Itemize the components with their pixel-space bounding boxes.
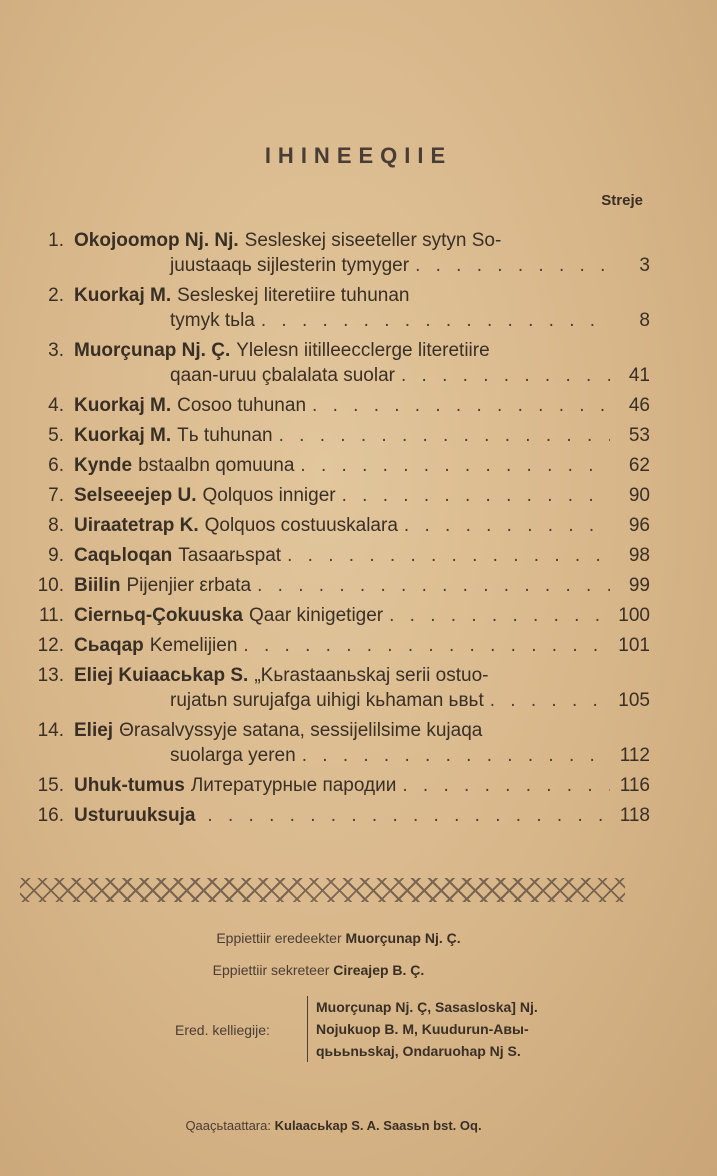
toc-entry-title: Kemelijien <box>149 635 238 656</box>
dot-leader <box>389 603 610 628</box>
toc-entry <box>30 663 650 713</box>
toc-entry-number: 16. <box>37 805 64 826</box>
table-of-contents <box>30 228 650 833</box>
toc-entry-number: 12. <box>37 635 64 656</box>
toc-entry-title: tymyk tьla <box>170 310 255 331</box>
toc-entry-author: Usturuuksuja <box>74 805 196 826</box>
toc-entry-number: 4. <box>48 395 64 416</box>
toc-entry-title: Tasaarьspat <box>178 545 282 566</box>
dot-leader <box>342 483 610 508</box>
toc-entry-title: Qaar kinigetiger <box>249 605 384 626</box>
editor-label: Eppiettiir eredeekter <box>216 930 342 946</box>
toc-entry-title: Qolquos costuuskalara <box>204 515 398 536</box>
toc-entry-author: Ciernьq-Çokuuska <box>74 605 243 626</box>
toc-entry-page: 62 <box>628 455 650 476</box>
toc-entry-author: Kuorkaj M. <box>74 395 172 416</box>
ornamental-divider <box>20 878 625 902</box>
toc-entry <box>30 603 650 628</box>
toc-entry-author: Kynde <box>74 455 133 476</box>
toc-entry-author: Okojoomop Nj. Nj. <box>74 230 239 251</box>
toc-entry <box>30 803 650 828</box>
toc-entry <box>30 633 650 658</box>
toc-entry <box>30 543 650 568</box>
printer-credit <box>0 1118 717 1133</box>
toc-entry-author: Uiraatetrap K. <box>74 515 199 536</box>
toc-entry-title: suolarga yeren <box>170 745 296 766</box>
printer-name: Kulaacьkap S. A. Saasьn bst. Oq. <box>274 1118 482 1133</box>
toc-entry-page: 116 <box>619 775 650 796</box>
toc-entry-title: bstaalbn qomuuna <box>138 455 295 476</box>
toc-entry-number: 2. <box>48 285 64 306</box>
toc-entry-author: Biilin <box>74 575 121 596</box>
toc-entry <box>30 483 650 508</box>
toc-entry-number: 15. <box>37 775 64 796</box>
toc-entry-page: 118 <box>619 805 650 826</box>
toc-entry-title: Tь tuhunan <box>177 425 273 446</box>
toc-entry <box>30 513 650 538</box>
toc-entry-author: Kuorkaj M. <box>74 285 172 306</box>
toc-entry-title: Sesleskej siseeteller sytyn So- <box>244 230 502 251</box>
toc-entry-author: Selseeejep U. <box>74 485 197 506</box>
toc-entry-page: 112 <box>619 745 650 766</box>
toc-entry-number: 9. <box>48 545 64 566</box>
dot-leader <box>415 253 610 278</box>
toc-entry-title: juustaaqь sijlesterin tymyger <box>170 255 410 276</box>
toc-entry-page: 8 <box>639 310 650 331</box>
toc-entry-number: 14. <box>37 720 64 741</box>
dot-leader <box>402 773 610 798</box>
dot-leader <box>404 513 610 538</box>
secretary-credit <box>0 962 717 978</box>
toc-entry-page: 100 <box>618 605 650 626</box>
toc-entry-title: Θrasalvyssyje satana, sessijelilsime kujaqa <box>119 720 483 741</box>
toc-entry <box>30 283 650 333</box>
toc-entry-number: 1. <box>48 230 64 251</box>
toc-entry-title: Cosoo tuhunan <box>177 395 307 416</box>
dot-leader <box>207 803 610 828</box>
toc-entry-page: 99 <box>628 575 650 596</box>
toc-entry-number: 13. <box>37 665 64 686</box>
dot-leader <box>300 453 610 478</box>
toc-entry-number: 6. <box>48 455 64 476</box>
toc-entry-title: Sesleskej literetiire tuhunan <box>177 285 410 306</box>
toc-entry-author: Eliej <box>74 720 114 741</box>
toc-entry <box>30 338 650 388</box>
board-member-line: Muorçunap Nj. Ç, Sasasloska] Nj. <box>316 999 538 1015</box>
board-member-line: qьььnьskaj, Ondaruohap Nj S. <box>316 1043 521 1059</box>
toc-entry-page: 46 <box>628 395 650 416</box>
toc-entry-author: Uhuk-tumus <box>74 775 185 796</box>
toc-entry-number: 5. <box>48 425 64 446</box>
toc-entry-author: Caqьloqan <box>74 545 173 566</box>
toc-entry-author: Cьaqap <box>74 635 144 656</box>
toc-entry-author: Kuorkaj M. <box>74 425 172 446</box>
secretary-label: Eppiettiir sekreteer <box>212 962 330 978</box>
editor-credit <box>0 930 717 946</box>
toc-entry-number: 11. <box>38 605 64 626</box>
toc-entry-page: 53 <box>628 425 650 446</box>
printer-label: Qaaçьtaattara: <box>185 1118 271 1133</box>
toc-entry <box>30 393 650 418</box>
toc-entry-author: Eliej Kuiaacьkap S. <box>74 665 249 686</box>
dot-leader <box>401 363 610 388</box>
dot-leader <box>257 573 610 598</box>
toc-entry-page: 98 <box>628 545 650 566</box>
dot-leader <box>279 423 610 448</box>
toc-entry-title: „Kьrastaanьskaj serii ostuo- <box>254 665 489 686</box>
toc-entry-page: 41 <box>628 365 650 386</box>
secretary-name: Cireajep B. Ç. <box>333 962 425 978</box>
toc-entry <box>30 773 650 798</box>
toc-entry-author: Muorçunap Nj. Ç. <box>74 340 231 361</box>
editor-name: Muorçunap Nj. Ç. <box>345 930 461 946</box>
board-member-line: Nojukuop B. M, Kuudurun-Aвы- <box>316 1021 529 1037</box>
toc-entry-number: 10. <box>37 575 64 596</box>
dot-leader <box>261 308 610 333</box>
toc-entry-page: 90 <box>628 485 650 506</box>
toc-entry <box>30 228 650 278</box>
dot-leader <box>243 633 610 658</box>
toc-entry-title: Литературные пародии <box>190 775 397 796</box>
toc-entry-number: 8. <box>48 515 64 536</box>
toc-entry-page: 3 <box>639 255 650 276</box>
toc-entry-title: Pijenjier εrbata <box>126 575 252 596</box>
toc-entry-title: qaan-uruu çbalalata suolar <box>170 365 395 386</box>
toc-entry-page: 105 <box>618 690 650 711</box>
toc-entry <box>30 453 650 478</box>
page-column-heading: Streje <box>601 192 643 209</box>
toc-entry-page: 101 <box>618 635 650 656</box>
dot-leader <box>312 393 610 418</box>
toc-entry-number: 7. <box>48 485 64 506</box>
dot-leader <box>490 688 610 713</box>
toc-entry <box>30 718 650 768</box>
toc-entry-title: rujatьn surujafga uihigi kьhaman ьвьt <box>170 690 484 711</box>
board-label: Ered. kelliegije: <box>175 1022 270 1038</box>
toc-entry-number: 3. <box>48 340 64 361</box>
toc-entry-page: 96 <box>628 515 650 536</box>
dot-leader <box>287 543 610 568</box>
toc-entry-title: Qolquos inniger <box>202 485 336 506</box>
board-members <box>307 996 636 1062</box>
page-title: IHINEEQIIE <box>264 143 453 168</box>
toc-entry <box>30 573 650 598</box>
dot-leader <box>302 743 610 768</box>
toc-entry <box>30 423 650 448</box>
toc-entry-title: Ylelesn iitilleecclerge literetiire <box>236 340 490 361</box>
